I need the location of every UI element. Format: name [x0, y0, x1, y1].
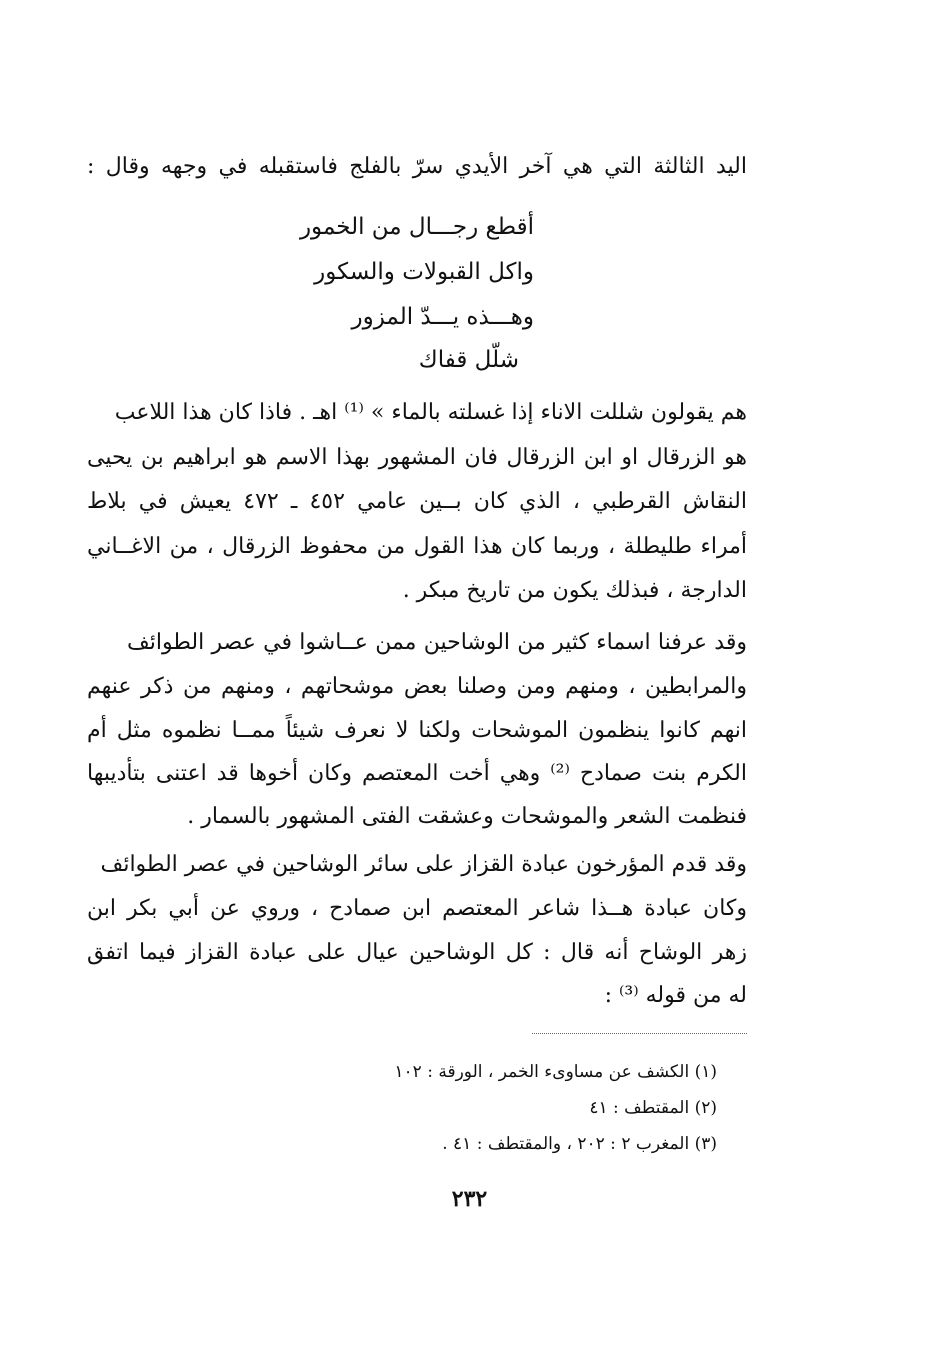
page-number: ٢٣٢: [451, 1186, 488, 1212]
text-line: هم يقولون شللت الاناء إذا غسلته بالماء » ⁽¹⁾ اهـ . فاذا كان هذا اللاعب: [114, 400, 747, 425]
text-line: أمراء طليطلة ، وربما كان هذا القول من محفوظ الزرقال ، من الاغــاني: [87, 534, 747, 559]
text-line: انهم كانوا ينظمون الموشحات ولكنا لا نعرف شيئاً ممــا نظموه مثل أم: [87, 718, 747, 743]
text-line: النقاش القرطبي ، الذي كان بــين عامي ٤٥٢ ـ ٤٧٢ يعيش في بلاط: [87, 489, 747, 514]
text-line: هو الزرقال او ابن الزرقال فان المشهور بهذا الاسم هو ابراهيم بن يحيى: [87, 445, 747, 470]
intro-line: اليد الثالثة التي هي آخر الأيدي سرّ بالفلج فاستقبله في وجهه وقال :: [87, 154, 747, 179]
text-line: وقد قدم المؤرخون عبادة القزاز على سائر الوشاحين في عصر الطوائف: [100, 852, 747, 877]
text-line: الكرم بنت صمادح ⁽²⁾ وهي أخت المعتصم وكان أخوها قد اعتنى بتأديبها: [87, 761, 747, 786]
footnote: (٢) المقتطف : ٤١: [589, 1098, 717, 1118]
verse-line: أقطع رجـــال من الخمور: [299, 214, 534, 240]
text-line: والمرابطين ، ومنهم ومن وصلنا بعض موشحاتهم ، ومنهم من ذكر عنهم: [87, 674, 747, 699]
text-line: له من قوله ⁽³⁾ :: [604, 983, 747, 1008]
text-line: زهر الوشاح أنه قال : كل الوشاحين عيال على عبادة القزاز فيما اتفق: [87, 940, 747, 965]
footnote: (٣) المغرب ٢ : ٢٠٢ ، والمقتطف : ٤١ .: [442, 1134, 717, 1154]
text-line: وقد عرفنا اسماء كثير من الوشاحين ممن عــاشوا في عصر الطوائف: [127, 630, 747, 655]
text-line: فنظمت الشعر والموشحات وعشقت الفتى المشهور بالسمار .: [187, 804, 747, 829]
text-line: وكان عبادة هــذا شاعر المعتصم ابن صمادح ، وروي عن أبي بكر ابن: [87, 896, 747, 921]
text-line: الدارجة ، فبذلك يكون من تاريخ مبكر .: [402, 578, 747, 603]
footnote-separator: [532, 1033, 747, 1034]
verse-line: واكل القبولات والسكور: [314, 259, 534, 285]
verse-line: شلّل قفاك: [418, 347, 519, 373]
verse-line: وهـــذه يـــدّ المزور: [351, 304, 534, 330]
footnote: (١) الكشف عن مساوىء الخمر ، الورقة : ١٠٢: [394, 1062, 717, 1082]
